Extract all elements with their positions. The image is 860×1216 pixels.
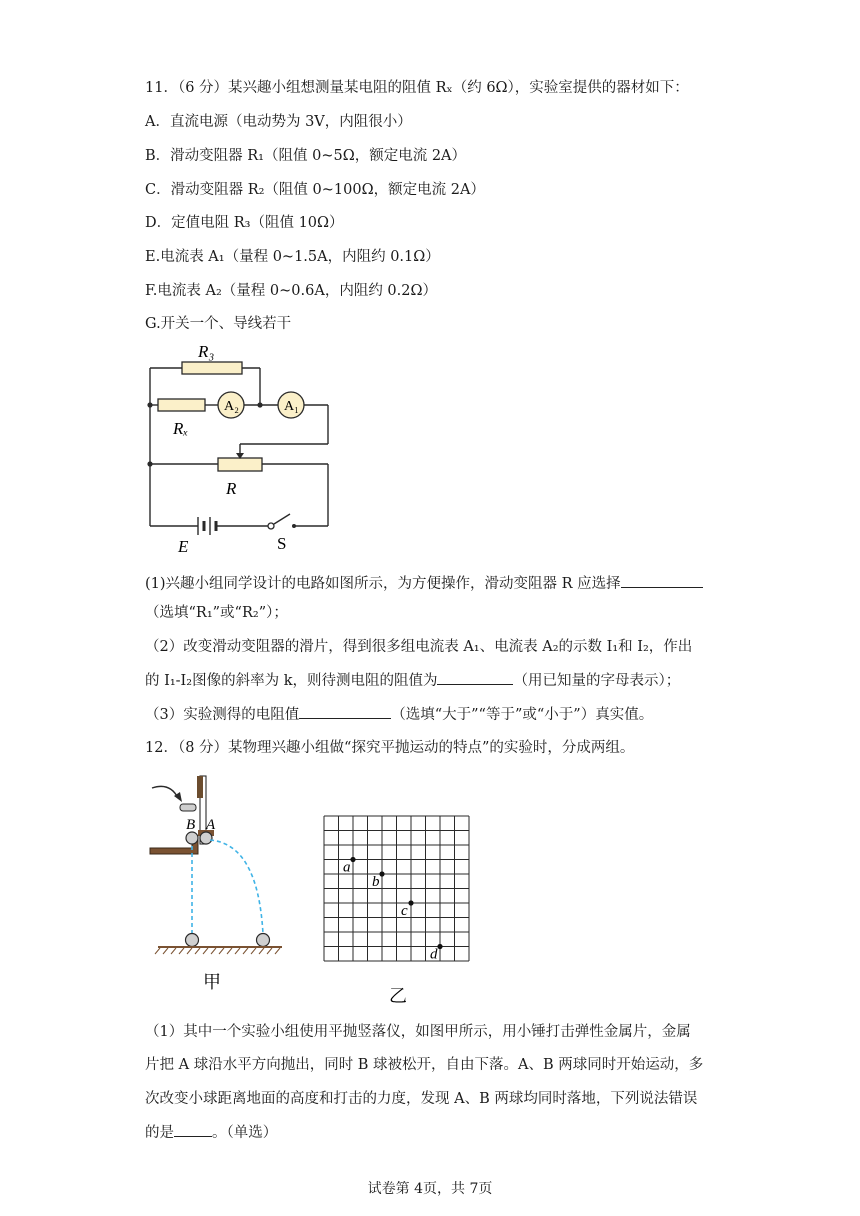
q11-option-c: C．滑动变阻器 R₂（阻值 0~100Ω，额定电流 2A） [145, 182, 485, 198]
q11-option-a: A．直流电源（电动势为 3V，内阻很小） [145, 114, 412, 130]
svg-text:A₂: A₂ [224, 399, 239, 414]
q11-option-b: B．滑动变阻器 R₁（阻值 0~5Ω，额定电流 2A） [145, 148, 467, 164]
battery-icon [198, 517, 216, 535]
svg-text:R: R [226, 479, 237, 498]
svg-text:S: S [277, 534, 287, 553]
svg-text:E: E [178, 537, 189, 556]
svg-text:R₃: R₃ [198, 342, 215, 361]
q11-sub2-cont: 的 I₁-I₂图像的斜率为 k，则待测电阻的阻值为 （用已知量的字母表示）； [145, 670, 680, 691]
q12-sub1-line1: （1）其中一个实验小组使用平抛竖落仪，如图甲所示，用小锤打击弹性金属片，金属 [145, 1024, 691, 1040]
q11-option-d: D．定值电阻 R₃（阻值 10Ω） [145, 215, 344, 231]
resistor-rx [158, 399, 205, 411]
q11-option-f: F.电流表 A₂（量程 0~0.6A，内阻约 0.2Ω） [145, 283, 438, 299]
figure-jia-apparatus [140, 768, 300, 998]
q11-sub2: （2）改变滑动变阻器的滑片，得到很多组电流表 A₁、电流表 A₂的示数 I₁和 I₂，作出 [145, 639, 693, 655]
svg-text:B: B [186, 817, 196, 833]
grid-point-label-c: c [401, 903, 408, 919]
q11-sub3: （3）实验测得的电阻值 （选填“大于”“等于”或“小于”）真实值。 [145, 704, 653, 725]
figure-yi-grid [318, 810, 478, 1010]
q11-option-g: G.开关一个、导线若干 [145, 316, 292, 332]
grid-point-d [437, 944, 442, 949]
grid-point-label-b: b [372, 874, 380, 890]
q12-sub1-line4: 的是 。（单选） [145, 1122, 277, 1143]
q11-sub1: (1)兴趣小组同学设计的电路如图所示，为方便操作，滑动变阻器 R 应选择 [145, 573, 703, 594]
q11-stem: 11．（6 分）某兴趣小组想测量某电阻的阻值 Rₓ（约 6Ω），实验室提供的器材如下： [145, 80, 689, 96]
q11-option-e: E.电流表 A₁（量程 0~1.5A，内阻约 0.1Ω） [145, 249, 440, 265]
rheostat-r [218, 458, 262, 471]
page-footer: 试卷第 4页，共 7页 [367, 1181, 493, 1197]
q12-sub1-line3: 次改变小球距离地面的高度和打击的力度，发现 A、B 两球均同时落地，下列说法错误 [145, 1091, 698, 1107]
svg-text:Rₓ: Rₓ [173, 419, 189, 438]
svg-text:甲: 甲 [203, 972, 221, 993]
circuit-diagram [140, 334, 350, 564]
switch-icon [268, 523, 274, 529]
grid-point-label-d: d [430, 946, 438, 963]
svg-text:A: A [206, 817, 216, 833]
resistor-r3 [182, 362, 242, 374]
grid-point-b [379, 871, 384, 876]
svg-text:乙: 乙 [389, 986, 407, 1007]
q12-sub1-line2: 片把 A 球沿水平方向抛出，同时 B 球被松开，自由下落。A、B 两球同时开始运动，多 [145, 1057, 704, 1073]
q12-stem: 12．（8 分）某物理兴趣小组做“探究平抛运动的特点”的实验时，分成两组。 [145, 740, 635, 756]
grid-point-a [350, 857, 355, 862]
grid-point-label-a: a [343, 859, 351, 876]
q11-sub1-hint: （选填“R₁”或“R₂”）； [145, 605, 288, 621]
svg-text:A₁: A₁ [284, 399, 299, 414]
grid-point-c [408, 900, 413, 905]
